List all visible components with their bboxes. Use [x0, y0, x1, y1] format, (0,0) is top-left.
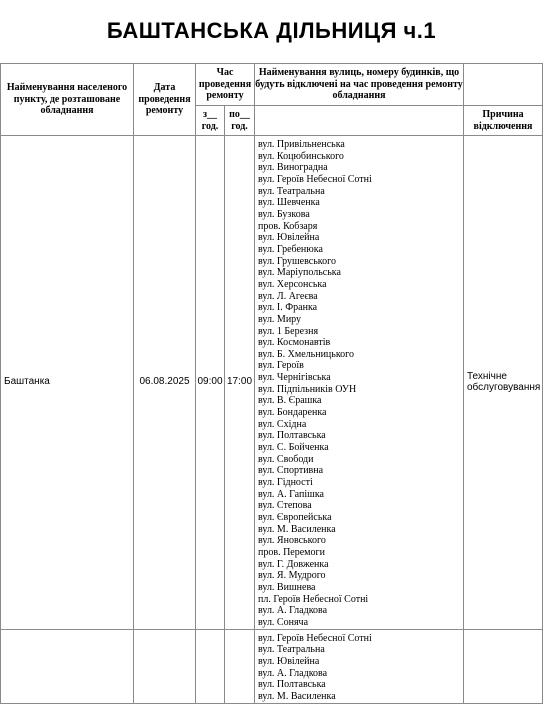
cell-streets: [255, 136, 464, 630]
outage-schedule-table: [0, 63, 543, 704]
street-item: вул. Спортивна: [258, 465, 324, 477]
cell-date: [134, 629, 196, 703]
page-title: БАШТАНСЬКА ДІЛЬНИЦЯ ч.1: [106, 18, 437, 43]
street-item: вул. Г. Довженка: [258, 558, 329, 570]
street-item: вул. Бондаренка: [258, 407, 327, 419]
street-item: вул. Виноградна: [258, 162, 328, 174]
street-item: вул. Театральна: [258, 185, 325, 197]
street-item: вул. Свободи: [258, 453, 314, 465]
table-body: [1, 136, 543, 704]
header-date: Дата проведення ремонту: [134, 64, 196, 136]
cell-reason: Технічне обслуговування: [464, 136, 543, 630]
cell-time-to: [225, 629, 255, 703]
street-item: вул. Чернігівська: [258, 372, 331, 384]
street-item: вул. Маріупольська: [258, 267, 341, 279]
street-item: вул. Полтавська: [258, 679, 326, 691]
street-item: вул. Грушевського: [258, 255, 336, 267]
street-item: вул. Вишнева: [258, 581, 316, 593]
header-streets-spacer: [255, 106, 464, 136]
cell-reason: [464, 629, 543, 703]
street-item: вул. Ювілейна: [258, 232, 320, 244]
street-item: вул. Космонавтів: [258, 337, 331, 349]
street-item: вул. Гідності: [258, 477, 313, 489]
street-item: вул. Театральна: [258, 644, 325, 656]
table-row: [1, 136, 543, 630]
street-item: вул. Гребенюка: [258, 243, 323, 255]
street-item: вул. Б. Хмельницького: [258, 348, 355, 360]
header-time-from: з__ год.: [196, 106, 225, 136]
street-item: вул. Ювілейна: [258, 655, 320, 667]
street-item: вул. Миру: [258, 313, 302, 325]
cell-streets: [255, 629, 464, 703]
street-item: пров. Кобзаря: [258, 220, 318, 232]
cell-time-to: 17:00: [225, 136, 255, 630]
street-item: вул. Бузкова: [258, 208, 310, 220]
cell-location: [1, 629, 134, 703]
street-item: вул. А. Гапішка: [258, 488, 324, 500]
street-item: вул. А. Гладкова: [258, 667, 328, 679]
street-item: вул. В. Єрашка: [258, 395, 322, 407]
street-item: вул. Героїв Небесної Сотні: [258, 632, 372, 644]
header-streets: Найменування вулиць, номеру будинків, що будуть відключені на час проведення ремонту обладнання: [255, 64, 464, 106]
street-item: вул. Привільненська: [258, 139, 345, 150]
cell-time-from: 09:00: [196, 136, 225, 630]
street-item: вул. 1 Березня: [258, 325, 319, 337]
street-item: вул. Східна: [258, 418, 307, 430]
header-reason: Причина відключення: [464, 106, 543, 136]
street-item: вул. А. Гладкова: [258, 605, 328, 617]
street-item: пл. Героїв Небесної Сотні: [258, 593, 369, 605]
street-item: вул. Європейська: [258, 512, 332, 523]
street-item: вул. Підпільників ОУН: [258, 383, 357, 395]
street-item: вул. Героїв Небесної Сотні: [258, 173, 372, 185]
table-row: [1, 629, 543, 703]
cell-date: 06.08.2025: [134, 136, 196, 630]
cell-location: Баштанка: [1, 136, 134, 630]
street-item: пров. Перемоги: [258, 546, 325, 558]
cell-time-from: [196, 629, 225, 703]
header-time-to: по__ год.: [225, 106, 255, 136]
street-item: вул. Полтавська: [258, 430, 326, 442]
street-item: вул. С. Бойченка: [258, 442, 329, 454]
street-item: вул. Соняча: [258, 616, 309, 628]
header-time: Час проведення ремонту: [196, 64, 255, 106]
street-item: вул. Коцюбинського: [258, 150, 344, 162]
street-item: вул. І. Франка: [258, 302, 318, 314]
street-item: вул. Яновського: [258, 535, 326, 547]
street-item: вул. М. Василенка: [258, 523, 336, 535]
header-reason-spacer: [464, 64, 543, 106]
street-item: вул. Героїв: [258, 360, 304, 372]
street-item: вул. Л. Агеєва: [258, 290, 318, 302]
street-item: вул. Херсонська: [258, 278, 327, 290]
street-item: вул. Степова: [258, 500, 312, 512]
street-item: вул. Я. Мудрого: [258, 570, 326, 582]
street-item: вул. М. Василенка: [258, 690, 336, 702]
header-location: Найменування населеного пункту, де розташоване обладнання: [1, 64, 134, 136]
street-item: вул. Шевченка: [258, 197, 320, 209]
